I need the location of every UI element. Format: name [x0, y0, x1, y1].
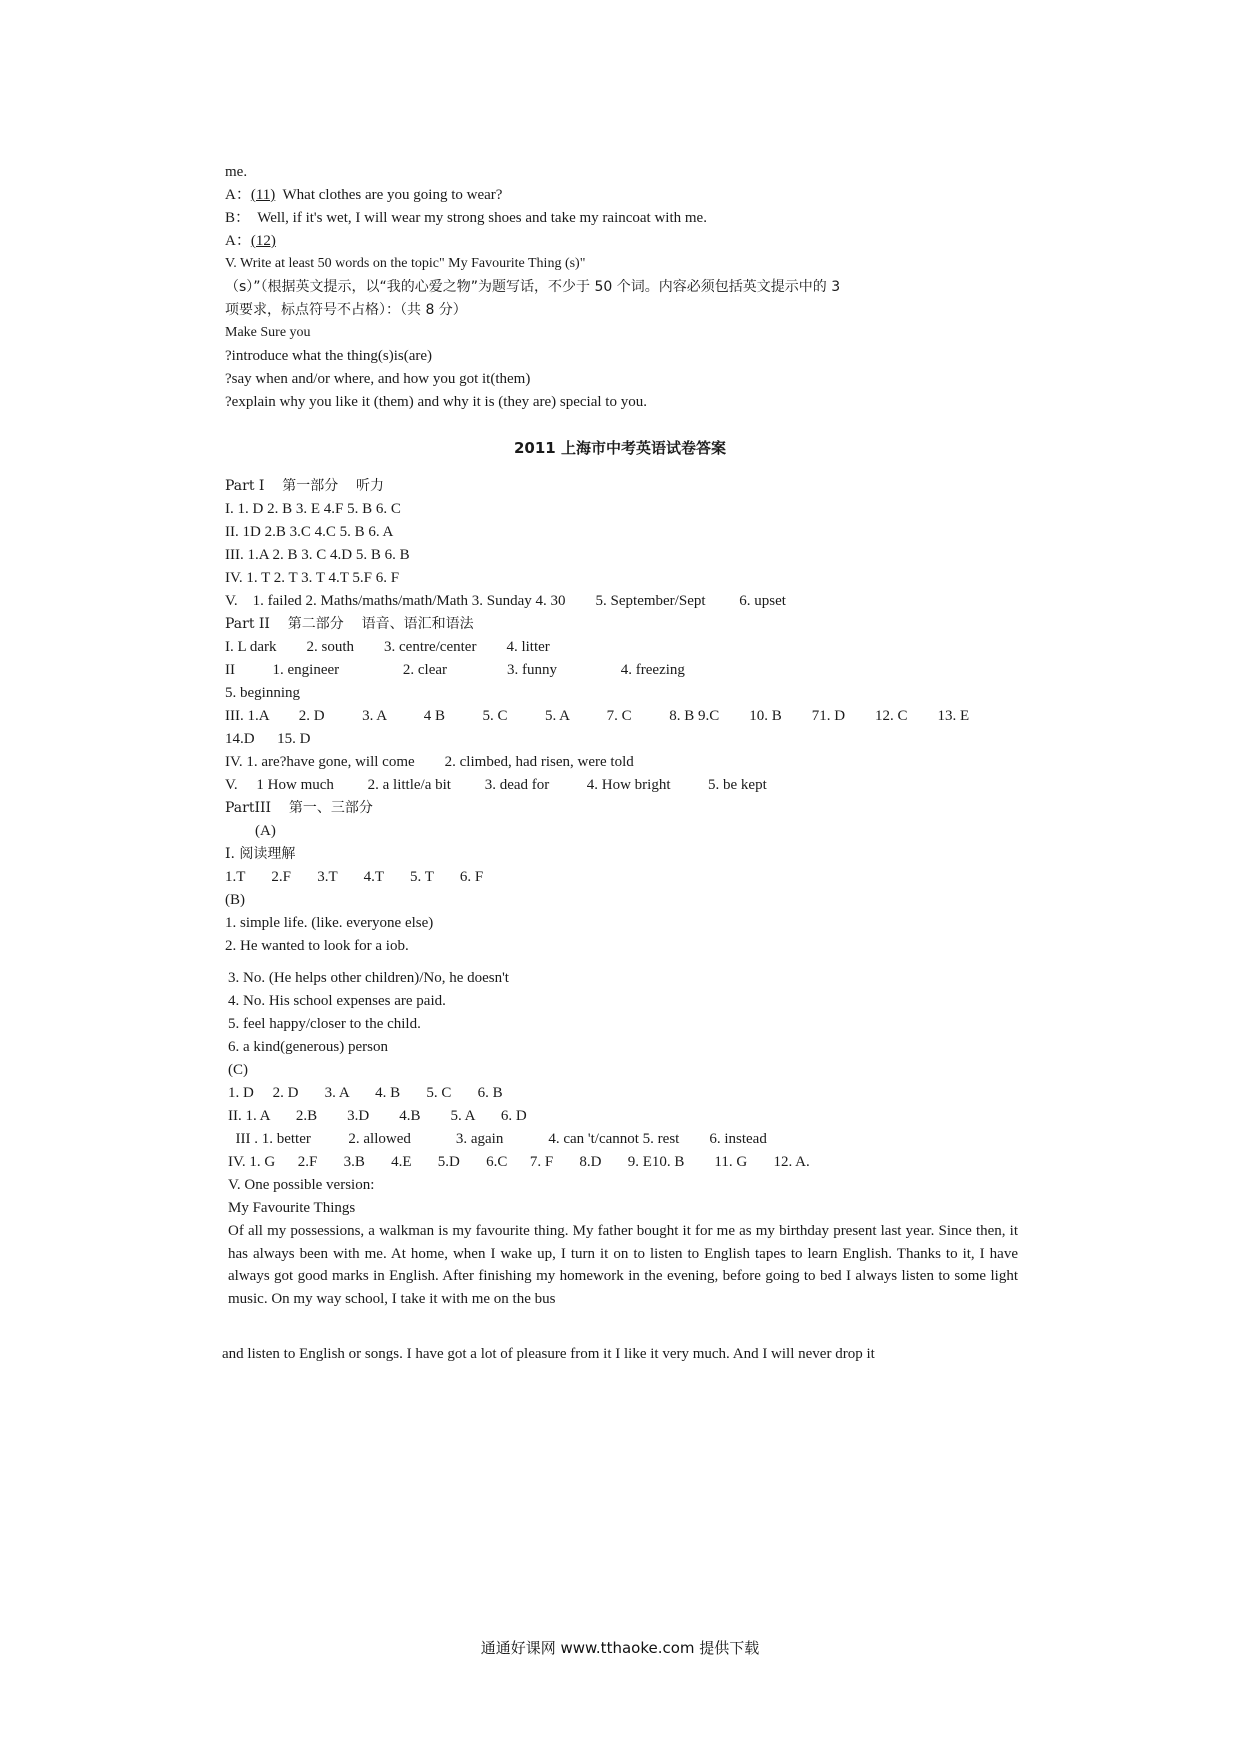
answer-line: 1.T 2.F 3.T 4.T 5. T 6. F	[225, 869, 484, 885]
answer-key-title: 2011 上海市中考英语试卷答案	[514, 439, 726, 457]
answer-line: 4. No. His school expenses are paid.	[228, 993, 446, 1009]
answer-line: V. 1 How much 2. a little/a bit 3. dead for 4. How bright 5. be kept	[225, 777, 767, 793]
answer-line: 5. beginning	[225, 685, 300, 701]
sample-version-label: V. One possible version:	[228, 1177, 375, 1193]
answer-line: IV. 1. G 2.F 3.B 4.E 5.D 6.C 7. F 8.D 9. E10. B 11. G 12. A.	[228, 1154, 810, 1170]
writing-task-instructions: （s）”（根据英文提示，以“我的心爱之物”为题写话，不少于 50 个词。内容必须包括英文提示中的 3	[225, 279, 841, 295]
speaker-label: A：	[225, 187, 251, 203]
blank-12: (12)	[250, 233, 276, 249]
answer-line: 6. a kind(generous) person	[228, 1039, 388, 1055]
answer-line: 14.D 15. D	[225, 731, 311, 747]
dialogue-line-a12	[225, 232, 276, 250]
answer-line: 1. simple life. (like. everyone else)	[225, 915, 434, 931]
section-label-c: (C)	[228, 1062, 248, 1078]
answer-line: 2. He wanted to look for a iob.	[225, 938, 409, 954]
part-2-heading: Part II 第二部分 语音、语汇和语法	[225, 616, 474, 632]
part-1-heading: Part I 第一部分 听力	[225, 478, 385, 494]
section-label-a: (A)	[225, 823, 276, 839]
answer-line: 5. feel happy/closer to the child.	[228, 1016, 421, 1032]
answer-line: V. 1. failed 2. Maths/maths/math/Math 3. Sunday 4. 30 5. September/Sept 6. upset	[225, 593, 786, 609]
requirement-1: ?introduce what the thing(s)is(are)	[225, 348, 433, 364]
part-3-heading: PartIII 第一、三部分	[225, 800, 373, 816]
answer-line: II 1. engineer 2. clear 3. funny 4. freezing	[225, 662, 685, 678]
answer-line: III . 1. better 2. allowed 3. again 4. can 't/cannot 5. rest 6. instead	[228, 1131, 767, 1147]
answer-line: IV. 1. T 2. T 3. T 4.T 5.F 6. F	[225, 570, 400, 586]
essay-title: My Favourite Things	[228, 1200, 356, 1216]
writing-task-instructions-cont: 项要求，标点符号不占格）：（共 8 分）	[225, 302, 467, 318]
requirement-3: ?explain why you like it (them) and why it is (they are) special to you.	[225, 394, 647, 410]
answer-line: IV. 1. are?have gone, will come 2. climbed, had risen, were told	[225, 754, 634, 770]
dialogue-text: What clothes are you going to wear?	[275, 187, 503, 203]
answer-line: I. 1. D 2. B 3. E 4.F 5. B 6. C	[225, 501, 401, 517]
speaker-label: A：	[225, 233, 251, 249]
blank-11: (11)	[250, 187, 276, 203]
answer-line: II. 1. A 2.B 3.D 4.B 5. A 6. D	[228, 1108, 527, 1124]
dialogue-line-b: B： Well, if it's wet, I will wear my strong shoes and take my raincoat with me.	[225, 210, 707, 226]
make-sure-line: Make Sure you	[225, 325, 311, 340]
answer-line: II. 1D 2.B 3.C 4.C 5. B 6. A	[225, 524, 394, 540]
answer-line: I. L dark 2. south 3. centre/center 4. litter	[225, 639, 550, 655]
essay-last-line: and listen to English or songs. I have got a lot of pleasure from it I like it very much. And I will never drop it	[222, 1346, 875, 1362]
footer-credit: 通通好课网 www.tthaoke.com 提供下载	[480, 1639, 760, 1657]
reading-heading: I. 阅读理解	[225, 846, 296, 862]
dialogue-line-a11	[225, 186, 502, 204]
answer-line: 3. No. (He helps other children)/No, he doesn't	[228, 970, 509, 986]
text-line: me.	[225, 164, 248, 180]
answer-line: III. 1.A 2. B 3. C 4.D 5. B 6. B	[225, 547, 410, 563]
essay-body: Of all my possessions, a walkman is my favourite thing. My father bought it for me as my birthday present last year. Since then, it has always been with me. At home, when I wake up, I turn it on to listen to English tapes to learn English. Thanks to it, I have always got good marks in English. After finishing my homework in the evening, before going to bed I always listen to some light music. On my way school, I take it with me on the bus	[228, 1223, 1018, 1307]
answer-line: 1. D 2. D 3. A 4. B 5. C 6. B	[228, 1085, 503, 1101]
section-label-b: (B)	[225, 892, 245, 908]
writing-task-heading: V. Write at least 50 words on the topic" My Favourite Thing (s)"	[225, 256, 586, 271]
answer-line: III. 1.A 2. D 3. A 4 B 5. C 5. A 7. C 8. B 9.C 10. B 71. D 12. C 13. E	[225, 708, 970, 724]
requirement-2: ?say when and/or where, and how you got it(them)	[225, 371, 531, 387]
